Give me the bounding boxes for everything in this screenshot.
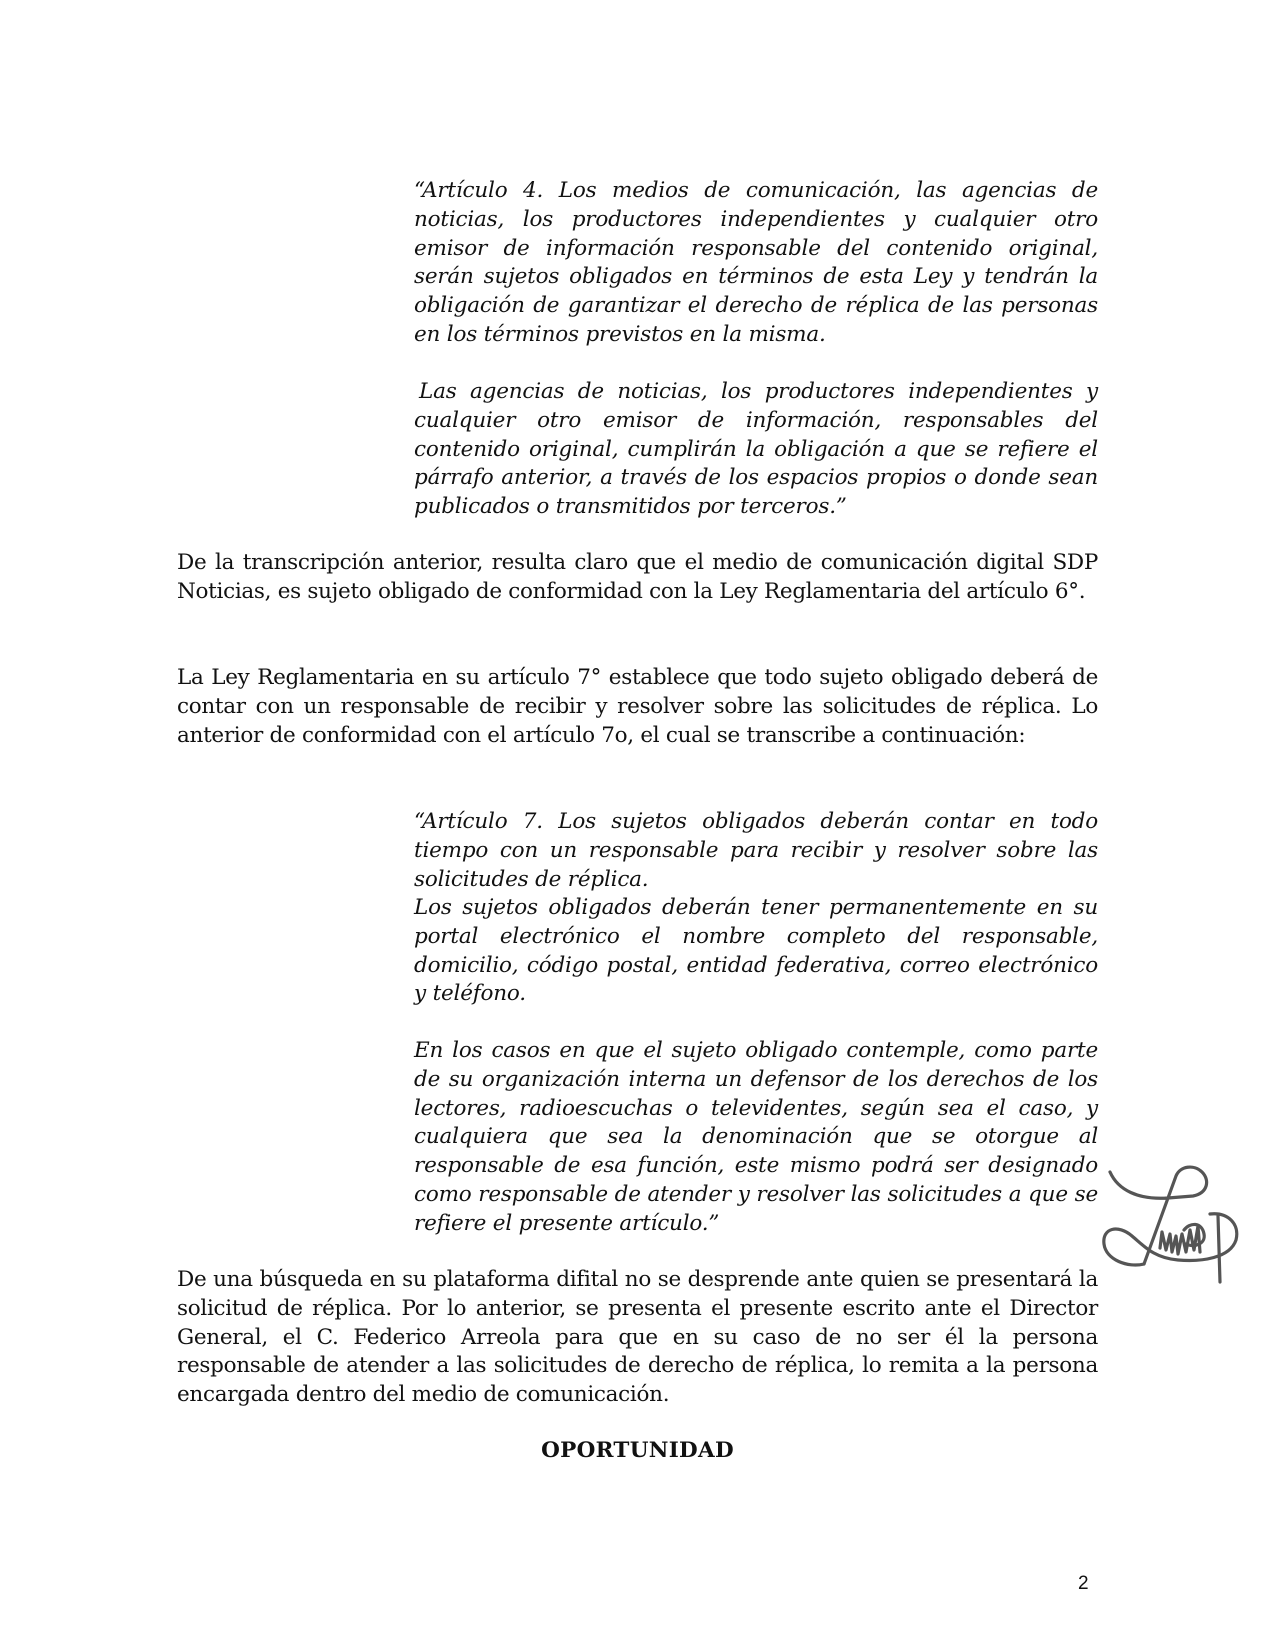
body-paragraph-3: De una búsqueda en su plataforma difital no se desprende ante quien se presentará la solicitud de réplica. Por lo anterior, se presenta el presente escrito ante el Director General, el C. Federico Arreola para que en su caso de no ser él la persona responsable de atender a las solicitudes de derecho de réplica, lo remita a la persona encargada dentro del medio de comunicación. [177, 1267, 1098, 1408]
page-number: 2 [1078, 1573, 1089, 1594]
quote-article-7-paragraph-1: “Artículo 7. Los sujetos obligados deberán contar en todo tiempo con un responsable para recibir y resolver sobre las solicitudes de réplica. [414, 809, 1098, 892]
quote-article-7-paragraph-3: En los casos en que el sujeto obligado contemple, como parte de su organización interna un defensor de los derechos de los lectores, radioescuchas o televidentes, según sea el caso, y cualquiera que sea la denominación que se otorgue al responsable de esa función, este mismo podrá ser designado como responsable de atender y resolver las solicitudes a que se refiere el presente artículo.” [414, 1038, 1098, 1236]
quote-article-7-paragraph-2: Los sujetos obligados deberán tener permanentemente en su portal electrónico el nombre completo del responsable, domicilio, código postal, entidad federativa, correo electrónico y teléfono. [414, 895, 1098, 1007]
quote-article-4-paragraph-1: “Artículo 4. Los medios de comunicación, las agencias de noticias, los productores independientes y cualquier otro emisor de información responsable del contenido original, serán sujetos obligados en términos de esta Ley y tendrán la obligación de garantizar el derecho de réplica de las personas en los términos previstos en la misma. [414, 178, 1098, 347]
quote-article-4-paragraph-2: Las agencias de noticias, los productores independientes y cualquier otro emisor de información, responsables del contenido original, cumplirán la obligación a que se refiere el párrafo anterior, a través de los espacios propios o donde sean publicados o transmitidos por terceros.” [414, 379, 1098, 520]
body-paragraph-1: De la transcripción anterior, resulta claro que el medio de comunicación digital SDP Noticias, es sujeto obligado de conformidad con la Ley Reglamentaria del artículo 6°. [177, 550, 1098, 604]
section-heading: OPORTUNIDAD [541, 1438, 734, 1463]
signature-icon [1098, 1160, 1248, 1290]
body-paragraph-2: La Ley Reglamentaria en su artículo 7° establece que todo sujeto obligado deberá de contar con un responsable de recibir y resolver sobre las solicitudes de réplica. Lo anterior de conformidad con el artículo 7o, el cual se transcribe a continuación: [177, 665, 1098, 748]
